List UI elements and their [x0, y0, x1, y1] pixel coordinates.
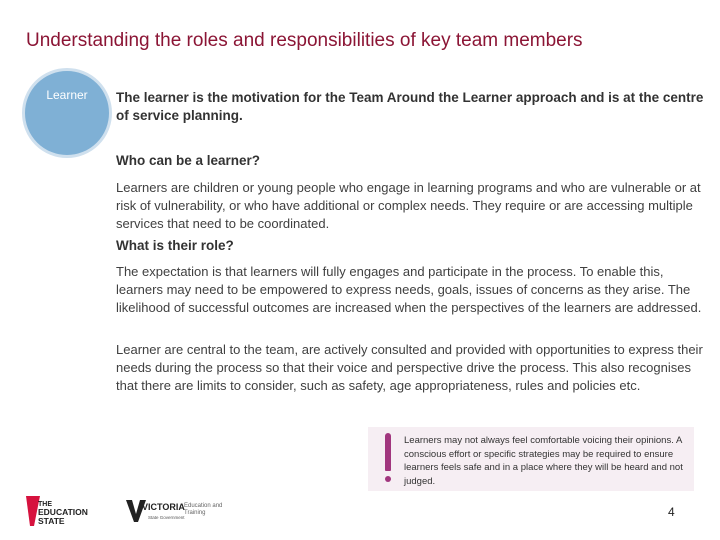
- logo-education-state-text: THE: [38, 501, 52, 508]
- callout-text: Learners may not always feel comfortable voicing their opinions. A conscious effort or specific strategies may be required to ensure learners feels safe and in a place where they will be heard and not judged.: [404, 435, 683, 487]
- learner-circle: [22, 68, 112, 158]
- section-paragraph-who: Learners are children or young people who engage in learning programs and who are vulnerable or at risk of vulnerability, or who have additional or complex needs. They require or are accessing multiple services that need to be coordinated.: [116, 180, 701, 231]
- svg-text:STATE: STATE: [38, 516, 65, 526]
- victoria-logo: [126, 498, 185, 526]
- section-paragraph-role-1: The expectation is that learners will fully engages and participate in the process. To enable this, learners may need to be empowered to express needs, goals, issues of concerns as they arise. The likelihood of successful outcomes are increased when the perspectives of the learners are addressed.: [116, 264, 702, 315]
- slide-title: Understanding the roles and responsibilities of key team members: [26, 30, 583, 51]
- intro-text: The learner is the motivation for the Team Around the Learner approach and is at the centre of service planning.: [116, 90, 704, 123]
- learner-circle-label: Learner: [46, 88, 88, 102]
- page-number: 4: [668, 505, 675, 519]
- callout-box: [368, 427, 694, 491]
- section-heading-role: What is their role?: [116, 238, 234, 253]
- education-state-logo: [26, 496, 108, 526]
- section-heading-who: Who can be a learner?: [116, 153, 261, 168]
- logo-victoria-text: VICTORIA: [142, 502, 185, 512]
- exclamation-icon: [384, 433, 392, 485]
- section-paragraph-role-2: Learner are central to the team, are actively consulted and provided with opportunities to express their needs during the process so that their voice and perspective drive the process. This also recognises that there are limits to consider, such as safety, age appropriateness, rules and policies etc.: [116, 342, 703, 393]
- svg-text:EDUCATION: EDUCATION: [38, 507, 88, 517]
- department-logo-text: Education and Training: [184, 503, 223, 516]
- svg-text:State Government: State Government: [148, 515, 185, 520]
